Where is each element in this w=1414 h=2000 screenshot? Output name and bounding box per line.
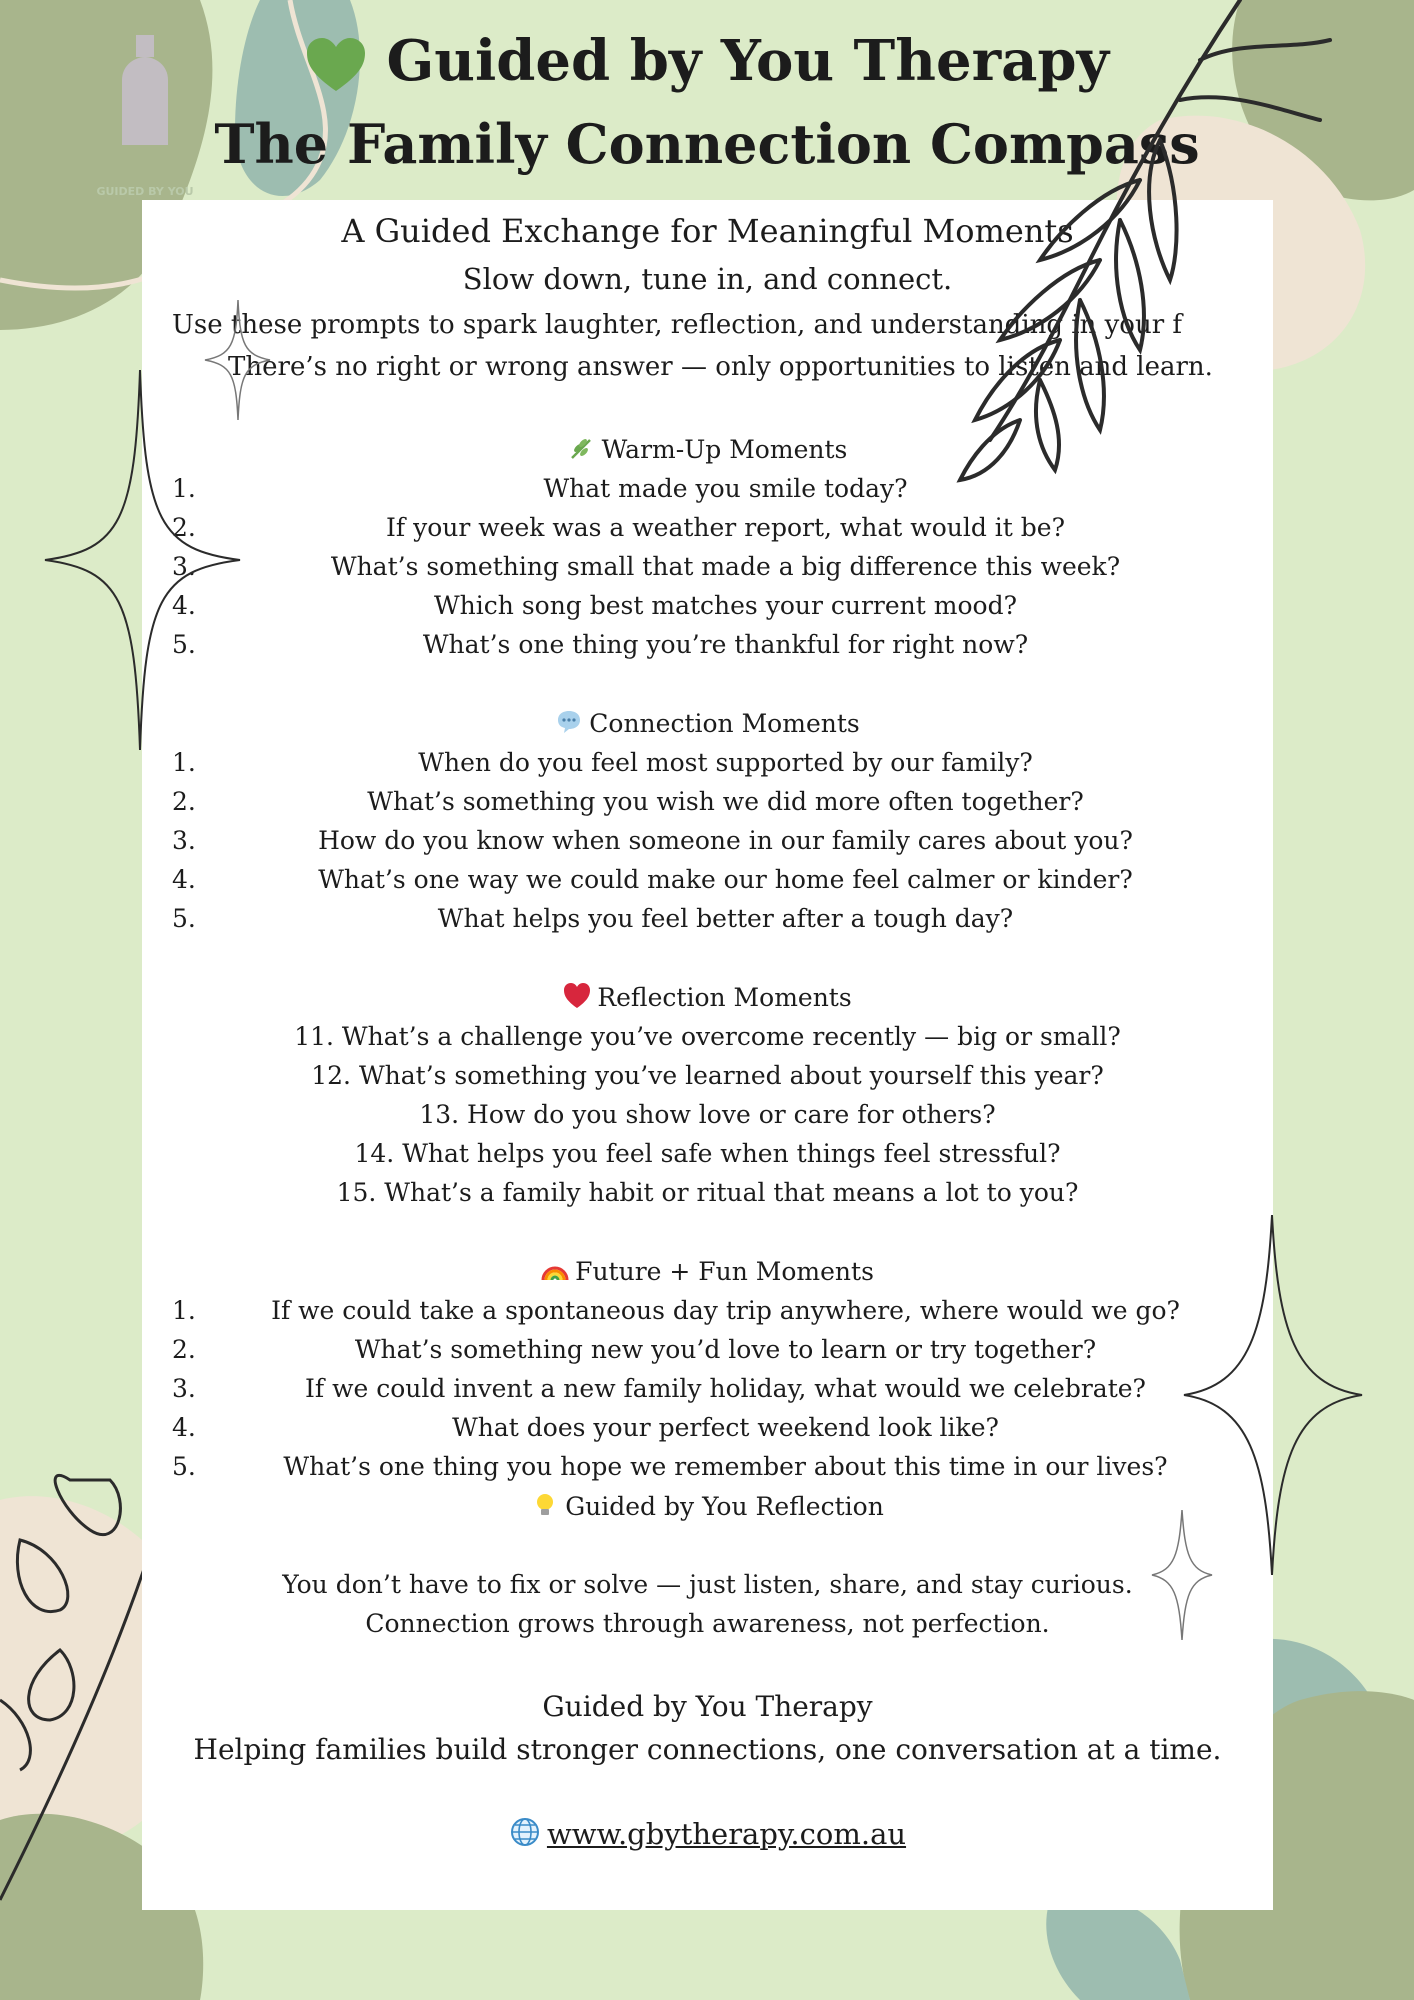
reflection-question-11: 11. What’s a challenge you’ve overcome recently — big or small? xyxy=(294,1022,1121,1051)
future-num-2: 2. xyxy=(172,1335,196,1364)
reflection-question-14: 14. What helps you feel safe when things feel stressful? xyxy=(354,1139,1061,1168)
section-warmup-heading: Warm-Up Moments xyxy=(142,434,1273,464)
connection-num-3: 3. xyxy=(172,826,196,855)
connection-question-1: When do you feel most supported by our family? xyxy=(418,748,1033,777)
future-num-1: 1. xyxy=(172,1296,196,1325)
future-num-5: 5. xyxy=(172,1452,196,1481)
section-connection-heading: Connection Moments xyxy=(142,708,1273,738)
future-num-3: 3. xyxy=(172,1374,196,1403)
future-question-4: What does your perfect weekend look like? xyxy=(452,1413,999,1442)
guided-line-2: Connection grows through awareness, not perfection. xyxy=(365,1609,1050,1638)
green-heart-icon xyxy=(305,37,367,93)
connection-num-2: 2. xyxy=(172,787,196,816)
guided-line-1: You don’t have to fix or solve — just listen, share, and stay curious. xyxy=(282,1570,1133,1599)
globe-icon xyxy=(509,1816,541,1848)
future-num-4: 4. xyxy=(172,1413,196,1442)
svg-text:GUIDED BY YOU: GUIDED BY YOU xyxy=(96,185,194,198)
website-link[interactable]: www.gbytherapy.com.au xyxy=(546,1817,907,1851)
intro-line-2: There’s no right or wrong answer — only opportunities to listen and learn. xyxy=(228,352,1213,382)
reflection-question-13: 13. How do you show love or care for others? xyxy=(419,1100,996,1129)
future-question-5: What’s one thing you hope we remember about this time in our lives? xyxy=(283,1452,1168,1481)
connection-num-1: 1. xyxy=(172,748,196,777)
red-heart-icon xyxy=(563,982,591,1010)
connection-question-5: What helps you feel better after a tough day? xyxy=(437,904,1014,933)
lightbulb-icon xyxy=(531,1491,559,1519)
footer-tagline: Helping families build stronger connections, one conversation at a time. xyxy=(193,1733,1222,1766)
warmup-question-5: What’s one thing you’re thankful for right now? xyxy=(422,630,1029,659)
warmup-num-4: 4. xyxy=(172,591,196,620)
future-question-1: If we could take a spontaneous day trip anywhere, where would we go? xyxy=(271,1296,1180,1325)
footer-name: Guided by You Therapy xyxy=(542,1690,873,1723)
warmup-num-2: 2. xyxy=(172,513,196,542)
tagline: A Guided Exchange for Meaningful Moments xyxy=(341,212,1074,250)
warmup-question-1: What made you smile today? xyxy=(543,474,908,503)
warmup-question-4: Which song best matches your current mood? xyxy=(433,591,1017,620)
connection-num-4: 4. xyxy=(172,865,196,894)
connection-question-4: What’s one way we could make our home feel calmer or kinder? xyxy=(318,865,1133,894)
title-text: Guided by You Therapy xyxy=(386,28,1110,94)
intro-line-1: Use these prompts to spark laughter, reflection, and understanding in your f xyxy=(172,310,1183,340)
slow-down-line: Slow down, tune in, and connect. xyxy=(462,262,953,296)
future-question-3: If we could invent a new family holiday, what would we celebrate? xyxy=(305,1374,1146,1403)
herb-icon xyxy=(568,434,596,462)
connection-question-2: What’s something you wish we did more often together? xyxy=(367,787,1084,816)
website-row xyxy=(142,1816,1273,1851)
section-guided-heading: Guided by You Reflection xyxy=(142,1491,1273,1521)
rainbow-icon xyxy=(541,1256,569,1284)
connection-question-3: How do you know when someone in our family cares about you? xyxy=(318,826,1133,855)
warmup-num-1: 1. xyxy=(172,474,196,503)
future-question-2: What’s something new you’d love to learn or try together? xyxy=(354,1335,1097,1364)
reflection-question-15: 15. What’s a family habit or ritual that means a lot to you? xyxy=(336,1178,1079,1207)
page-subtitle: The Family Connection Compass xyxy=(214,112,1200,176)
speech-bubble-icon xyxy=(555,708,583,736)
warmup-num-3: 3. xyxy=(172,552,196,581)
page-title xyxy=(0,28,1414,94)
warmup-question-3: What’s something small that made a big difference this week? xyxy=(330,552,1121,581)
warmup-num-5: 5. xyxy=(172,630,196,659)
reflection-question-12: 12. What’s something you’ve learned about yourself this year? xyxy=(311,1061,1104,1090)
warmup-question-2: If your week was a weather report, what would it be? xyxy=(386,513,1065,542)
section-future-heading: Future + Fun Moments xyxy=(142,1256,1273,1286)
connection-num-5: 5. xyxy=(172,904,196,933)
section-reflection-heading: Reflection Moments xyxy=(142,982,1273,1012)
